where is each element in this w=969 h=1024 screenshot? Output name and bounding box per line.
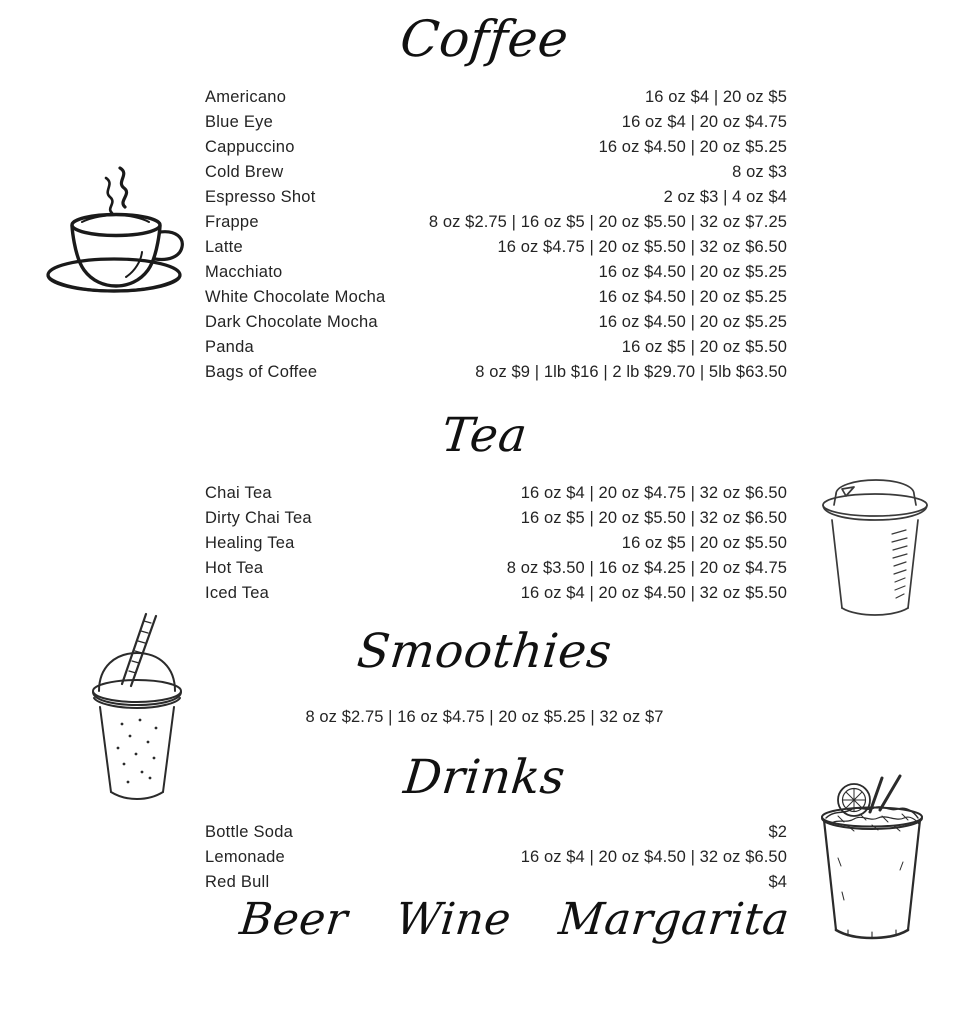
section-heading-margarita: Margarita [555,894,792,945]
menu-item-name: Chai Tea [205,484,272,502]
section-heading-beer: Beer [237,894,351,945]
bottom-heading-group [0,894,969,945]
menu-row [205,110,787,135]
menu-row [205,85,787,110]
menu-item-price: $4 [768,873,787,891]
menu-row [205,335,787,360]
menu-item-name: Dirty Chai Tea [205,509,312,527]
menu-row [205,531,787,556]
menu-row [205,581,787,606]
menu-item-name: Lemonade [205,848,285,866]
menu-item-name: Macchiato [205,263,283,281]
menu-row [205,185,787,210]
drinks-item-list [205,820,787,895]
menu-item-name: Latte [205,238,243,256]
menu-row [205,210,787,235]
menu-item-price: 16 oz $4.50 | 20 oz $5.25 [598,313,787,331]
section-heading-wine: Wine [393,894,514,945]
menu-item-price: 8 oz $3.50 | 16 oz $4.25 | 20 oz $4.75 [506,559,787,577]
togo-coffee-cup-icon [806,472,946,620]
menu-row [205,310,787,335]
menu-item-price: 16 oz $4.50 | 20 oz $5.25 [598,138,787,156]
menu-row [205,820,787,845]
menu-row [205,285,787,310]
menu-item-name: Americano [205,88,287,106]
menu-item-name: Red Bull [205,873,270,891]
menu-row [205,160,787,185]
menu-item-name: Espresso Shot [205,188,316,206]
menu-item-price: 2 oz $3 | 4 oz $4 [663,188,787,206]
menu-item-price: 16 oz $4.50 | 20 oz $5.25 [598,263,787,281]
menu-row [205,235,787,260]
menu-item-price: 16 oz $4.50 | 20 oz $5.25 [598,288,787,306]
menu-row [205,360,787,385]
tea-item-list [205,481,787,606]
menu-item-price: 16 oz $4 | 20 oz $4.75 | 32 oz $6.50 [520,484,787,502]
menu-item-name: Bottle Soda [205,823,294,841]
menu-item-price: 8 oz $3 [732,163,787,181]
menu-row [205,870,787,895]
menu-item-name: Blue Eye [205,113,274,131]
menu-item-price: 16 oz $4 | 20 oz $5 [645,88,787,106]
section-heading-drinks: Drinks [401,750,568,805]
menu-item-price: 8 oz $2.75 | 16 oz $5 | 20 oz $5.50 | 32 oz $7.25 [428,213,787,231]
menu-item-price: 8 oz $9 | 1lb $16 | 2 lb $29.70 | 5lb $63.50 [475,363,787,381]
menu-item-name: Frappe [205,213,259,231]
menu-item-name: Cold Brew [205,163,284,181]
section-heading-coffee: Coffee [397,10,572,68]
smoothies-price-line: 8 oz $2.75 | 16 oz $4.75 | 20 oz $5.25 | 32 oz $7 [305,708,664,726]
menu-item-price: 16 oz $5 | 20 oz $5.50 | 32 oz $6.50 [520,509,787,527]
menu-item-name: White Chocolate Mocha [205,288,386,306]
menu-row [205,481,787,506]
menu-item-price: $2 [768,823,787,841]
menu-item-name: Bags of Coffee [205,363,318,381]
menu-row [205,506,787,531]
menu-item-price: 16 oz $5 | 20 oz $5.50 [621,338,787,356]
section-heading-smoothies: Smoothies [354,624,615,679]
menu-item-name: Dark Chocolate Mocha [205,313,378,331]
menu-row [205,845,787,870]
menu-item-price: 16 oz $5 | 20 oz $5.50 [621,534,787,552]
menu-item-name: Cappuccino [205,138,295,156]
menu-item-price: 16 oz $4 | 20 oz $4.75 [621,113,787,131]
menu-item-name: Iced Tea [205,584,270,602]
menu-item-name: Panda [205,338,254,356]
menu-row [205,135,787,160]
menu-item-price: 16 oz $4 | 20 oz $4.50 | 32 oz $6.50 [520,848,787,866]
coffee-cup-saucer-icon [34,160,192,300]
menu-item-name: Healing Tea [205,534,295,552]
section-heading-tea: Tea [439,408,530,463]
menu-row [205,260,787,285]
menu-item-price: 16 oz $4.75 | 20 oz $5.50 | 32 oz $6.50 [497,238,787,256]
menu-item-price: 16 oz $4 | 20 oz $4.50 | 32 oz $5.50 [520,584,787,602]
coffee-item-list [205,85,787,385]
menu-item-name: Hot Tea [205,559,264,577]
menu-row [205,556,787,581]
